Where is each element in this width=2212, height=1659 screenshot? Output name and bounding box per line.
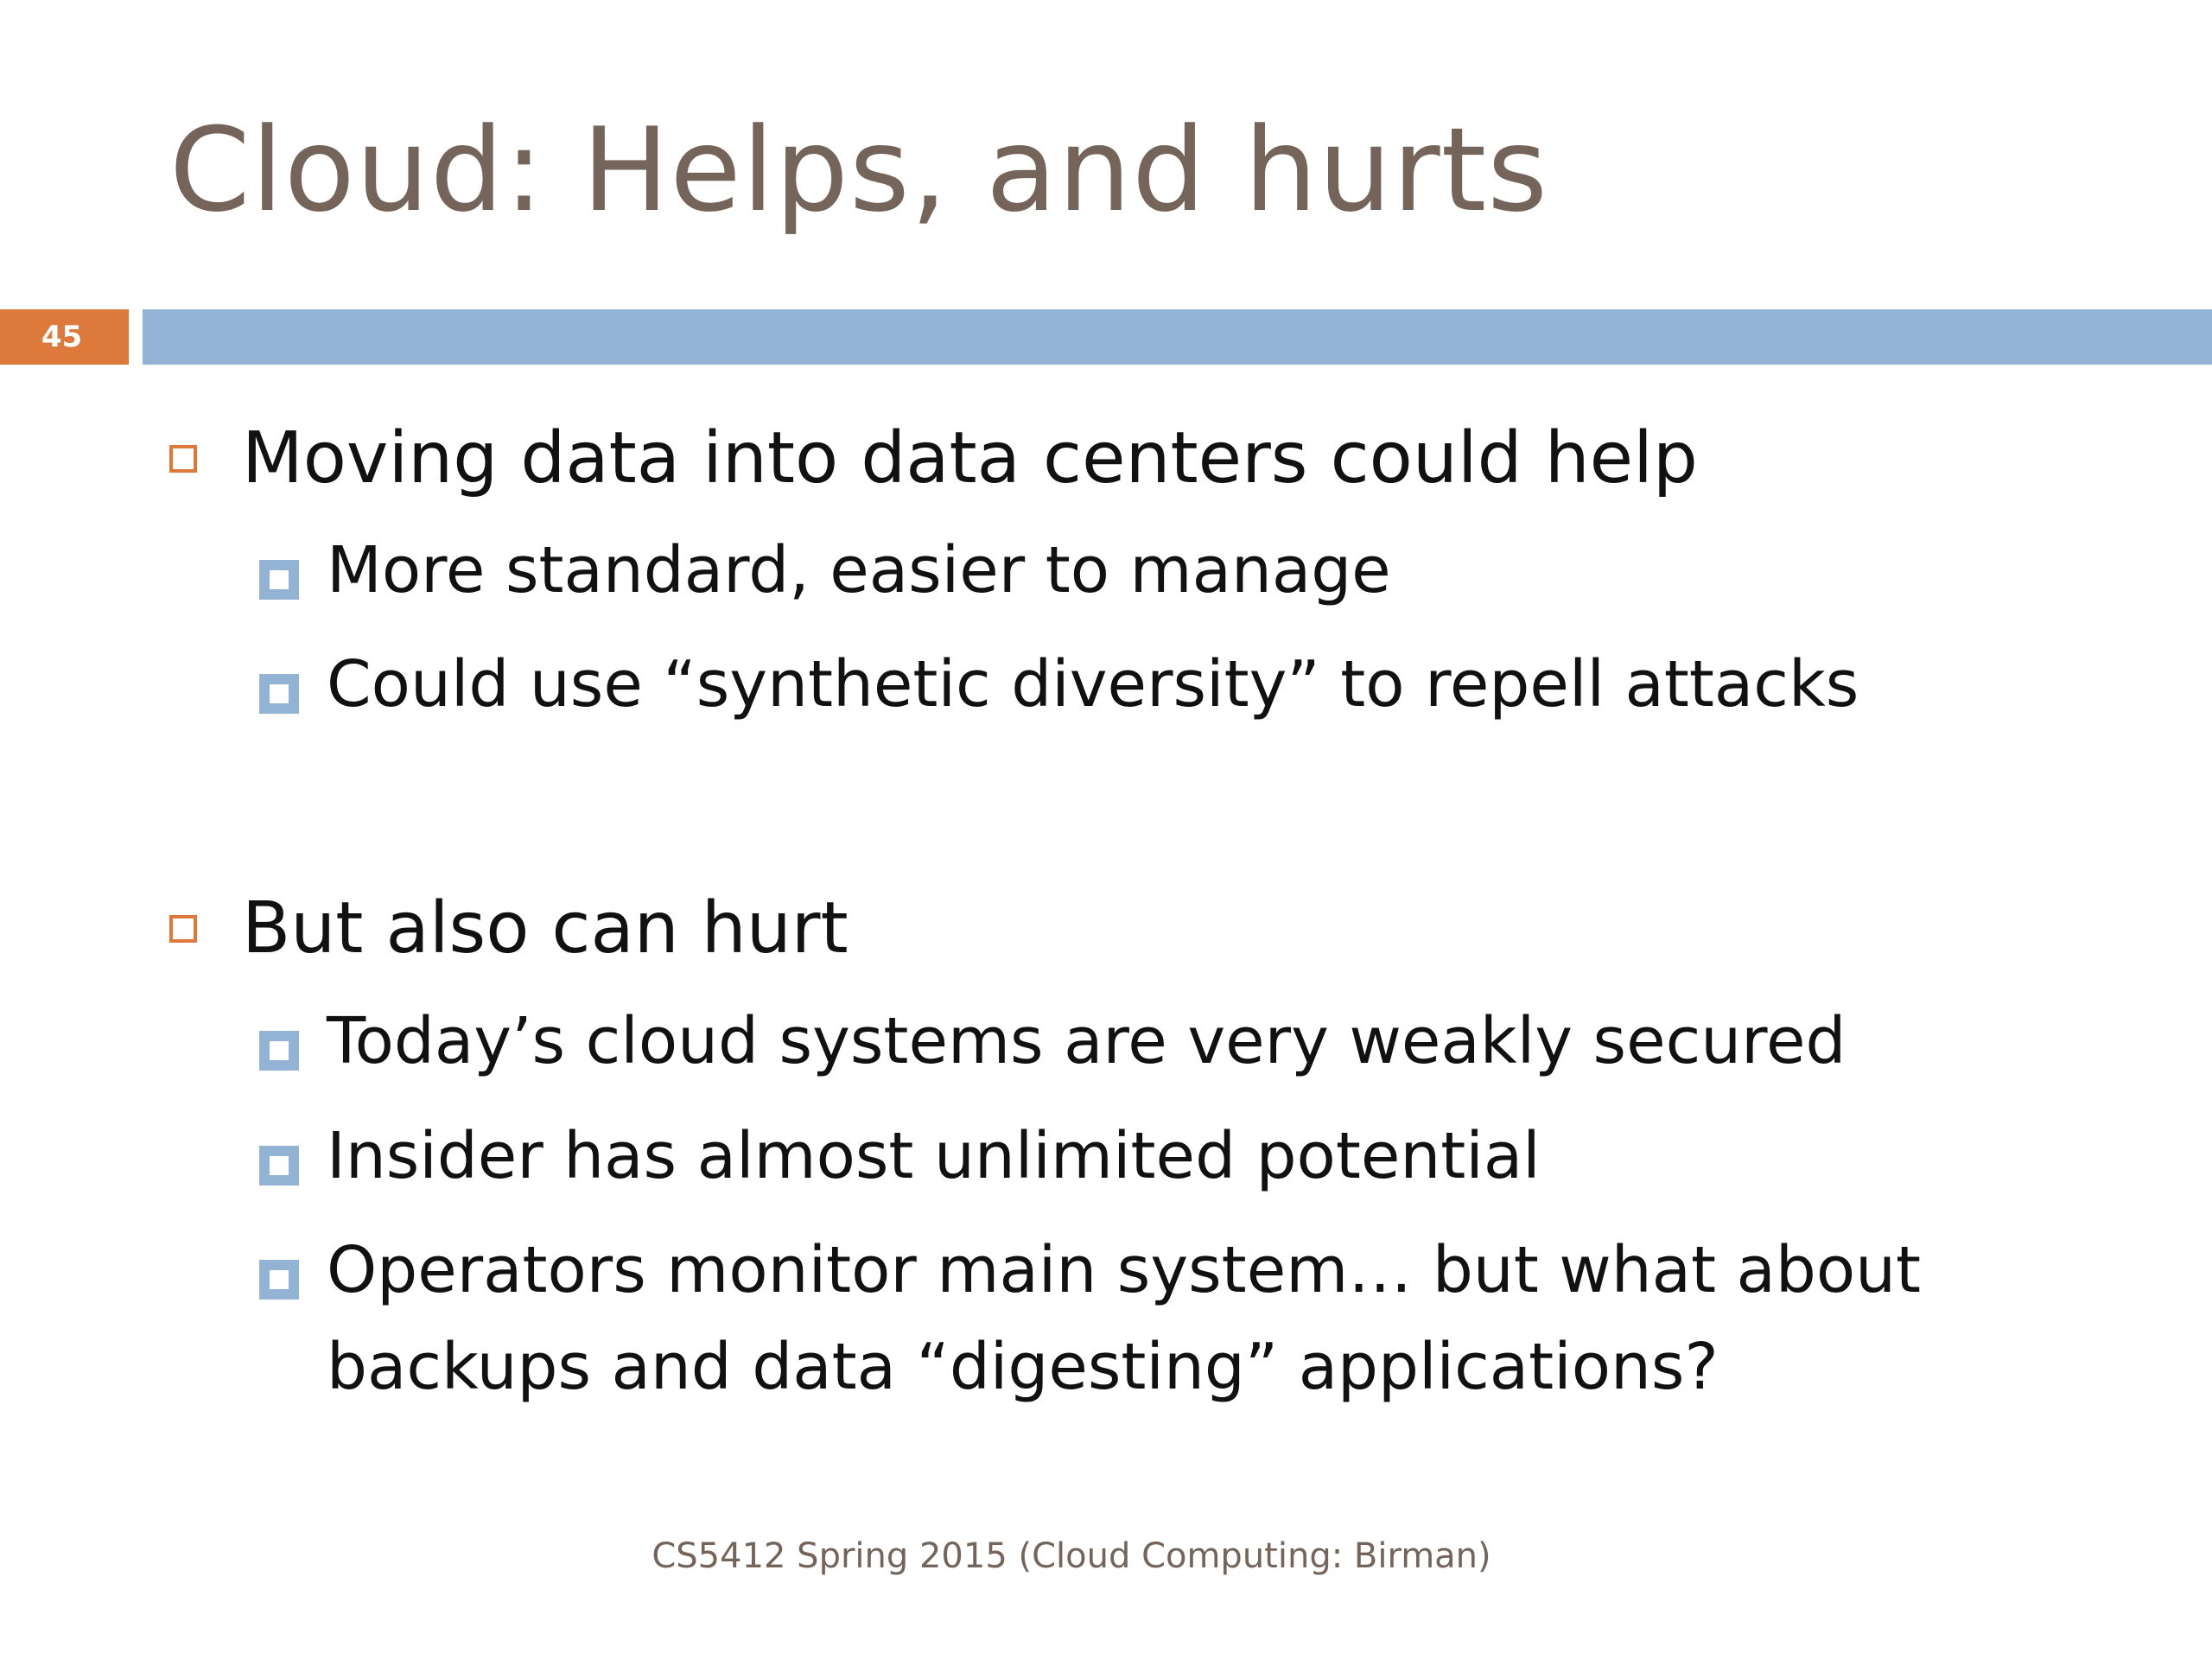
sub-bullet xyxy=(259,533,1391,619)
slide-footer: CS5412 Spring 2015 (Cloud Computing: Birman) xyxy=(652,1536,1491,1576)
bullet-hurt xyxy=(169,887,849,969)
slide-number: 45 xyxy=(0,309,129,365)
sub-bullet-text: Insider has almost unlimited potential xyxy=(327,1119,1541,1193)
sub-bullet-text: Operators monitor main system… but what about backups and data “digesting” applications? xyxy=(327,1233,1922,1404)
sub-bullet xyxy=(259,647,1859,733)
sub-bullet-text: More standard, easier to manage xyxy=(327,533,1391,607)
square-sub-bullet-icon xyxy=(259,1260,299,1300)
square-sub-bullet-icon xyxy=(259,560,299,600)
square-sub-bullet-icon xyxy=(259,1146,299,1185)
square-bullet-icon xyxy=(169,915,197,943)
sub-bullet-text: Today’s cloud systems are very weakly secured xyxy=(327,1004,1847,1078)
bullet-help xyxy=(169,417,1698,499)
title-rule-bar xyxy=(143,309,2212,365)
sub-bullet xyxy=(259,1004,1847,1090)
sub-bullet xyxy=(259,1119,1541,1205)
square-sub-bullet-icon xyxy=(259,674,299,714)
bullet-text: Moving data into data centers could help xyxy=(242,417,1698,499)
sub-bullet xyxy=(259,1233,1968,1415)
bullet-text: But also can hurt xyxy=(242,887,849,969)
sub-bullet-text: Could use “synthetic diversity” to repell attacks xyxy=(327,647,1859,721)
square-sub-bullet-icon xyxy=(259,1031,299,1071)
slide-title: Cloud: Helps, and hurts xyxy=(169,103,1548,238)
square-bullet-icon xyxy=(169,445,197,473)
